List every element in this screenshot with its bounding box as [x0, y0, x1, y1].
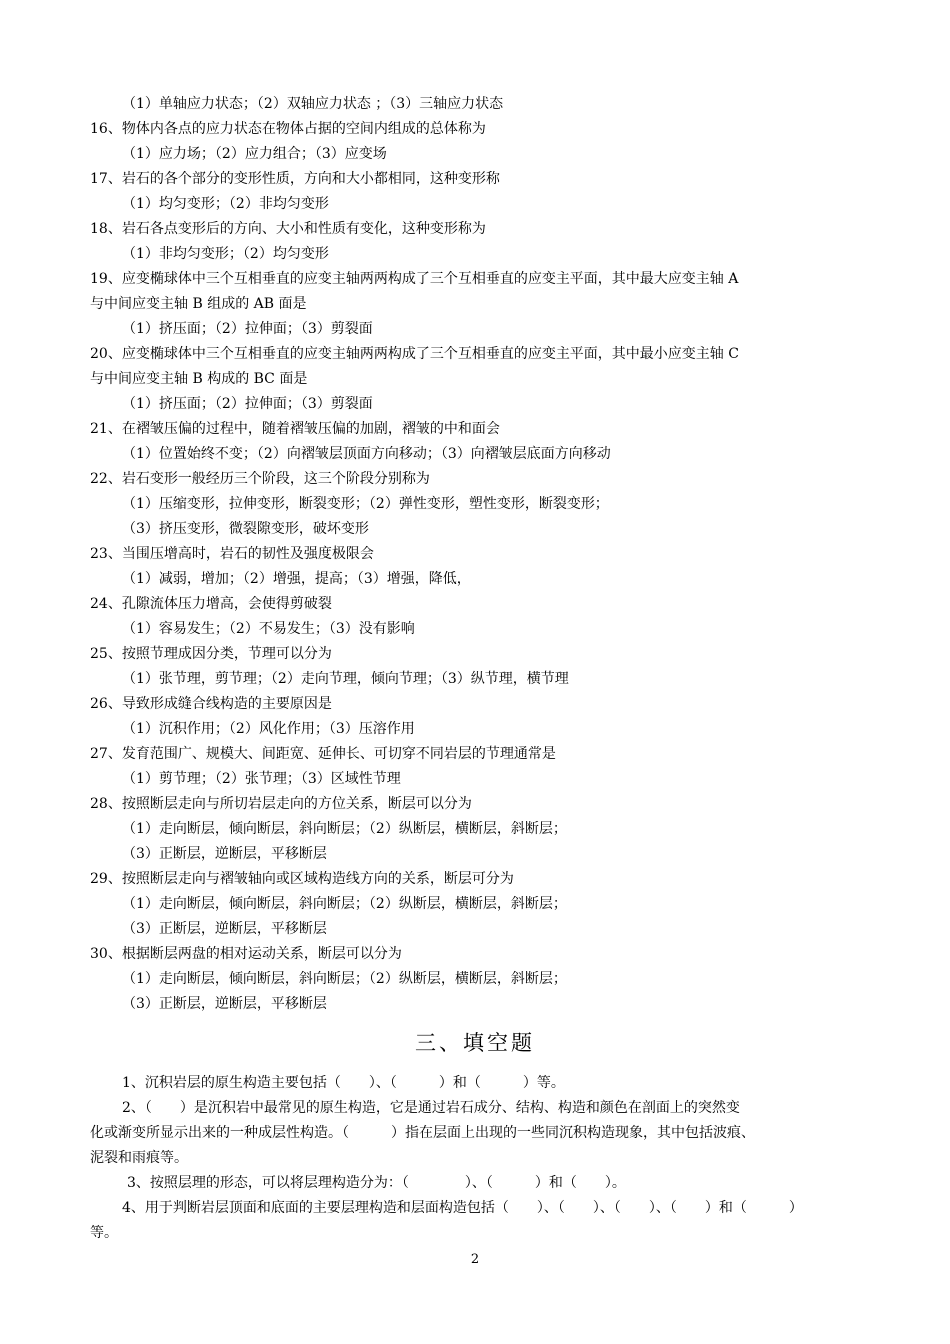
fill-question-1: 1、沉积岩层的原生构造主要包括（ ）、（ ）和（ ）等。 — [122, 1075, 565, 1091]
question-16: 16、物体内各点的应力状态在物体占据的空间内组成的总体称为 — [90, 121, 486, 137]
option-line: （1）张节理，剪节理；（2）走向节理，倾向节理；（3）纵节理，横节理 — [122, 671, 569, 687]
question-25: 25、按照节理成因分类，节理可以分为 — [90, 646, 332, 662]
section-title: 三、填空题 — [415, 1031, 535, 1055]
option-line: （1）减弱，增加；（2）增强，提高；（3）增强，降低， — [122, 571, 471, 587]
option-line: （1）均匀变形；（2）非均匀变形 — [122, 196, 329, 212]
question-28: 28、按照断层走向与所切岩层走向的方位关系，断层可以分为 — [90, 796, 472, 812]
page-number: 2 — [470, 1252, 480, 1267]
fill-question-3: 3、按照层理的形态，可以将层理构造分为：（ ）、（ ）和（ ）。 — [127, 1175, 626, 1191]
option-line: （1）单轴应力状态；（2）双轴应力状态 ；（3）三轴应力状态 — [122, 96, 504, 112]
option-line: （1）沉积作用；（2）风化作用；（3）压溶作用 — [122, 721, 415, 737]
question-26: 26、导致形成缝合线构造的主要原因是 — [90, 696, 332, 712]
option-line: （1）剪节理；（2）张节理；（3）区域性节理 — [122, 771, 401, 787]
fill-question-2: 2、（ ）是沉积岩中最常见的原生构造，它是通过岩石成分、结构、构造和颜色在剖面上的突然变 — [122, 1100, 740, 1116]
option-line: （1）容易发生；（2）不易发生；（3）没有影响 — [122, 621, 415, 637]
question-19-continued: 与中间应变主轴 B 组成的 AB 面是 — [90, 296, 307, 312]
question-20: 20、应变椭球体中三个互相垂直的应变主轴两两构成了三个互相垂直的应变主平面，其中最小应变主轴 C — [90, 346, 739, 362]
question-19: 19、应变椭球体中三个互相垂直的应变主轴两两构成了三个互相垂直的应变主平面，其中最大应变主轴 A — [90, 271, 739, 287]
question-27: 27、发育范围广、规模大、间距宽、延伸长、可切穿不同岩层的节理通常是 — [90, 746, 556, 762]
question-17: 17、岩石的各个部分的变形性质，方向和大小都相同，这种变形称 — [90, 171, 500, 187]
fill-question-4: 4、用于判断岩层顶面和底面的主要层理构造和层面构造包括（ ）、（ ）、（ ）、（ ）和（ ） — [122, 1200, 803, 1216]
question-24: 24、孔隙流体压力增高，会使得剪破裂 — [90, 596, 332, 612]
option-line: （1）非均匀变形；（2）均匀变形 — [122, 246, 329, 262]
option-line: （3）正断层，逆断层，平移断层 — [122, 846, 327, 862]
question-29: 29、按照断层走向与褶皱轴向或区域构造线方向的关系，断层可分为 — [90, 871, 514, 887]
option-line: （1）挤压面；（2）拉伸面；（3）剪裂面 — [122, 321, 373, 337]
fill-question-4-continued: 等。 — [90, 1225, 118, 1241]
question-30: 30、根据断层两盘的相对运动关系，断层可以分为 — [90, 946, 402, 962]
option-line: （1）挤压面；（2）拉伸面；（3）剪裂面 — [122, 396, 373, 412]
option-line: （1）走向断层，倾向断层，斜向断层；（2）纵断层，横断层，斜断层； — [122, 896, 567, 912]
question-21: 21、在褶皱压偏的过程中，随着褶皱压偏的加剧，褶皱的中和面会 — [90, 421, 500, 437]
option-line: （3）正断层，逆断层，平移断层 — [122, 921, 327, 937]
question-20-continued: 与中间应变主轴 B 构成的 BC 面是 — [90, 371, 308, 387]
option-line: （1）走向断层，倾向断层，斜向断层；（2）纵断层，横断层，斜断层； — [122, 821, 567, 837]
option-line: （3）正断层，逆断层，平移断层 — [122, 996, 327, 1012]
option-line: （1）走向断层，倾向断层，斜向断层；（2）纵断层，横断层，斜断层； — [122, 971, 567, 987]
question-18: 18、岩石各点变形后的方向、大小和性质有变化，这种变形称为 — [90, 221, 486, 237]
page-content — [90, 92, 860, 1246]
option-line: （1）应力场；（2）应力组合；（3）应变场 — [122, 146, 387, 162]
option-line: （3）挤压变形，微裂隙变形，破坏变形 — [122, 521, 369, 537]
fill-question-2-continued: 泥裂和雨痕等。 — [90, 1150, 188, 1166]
question-22: 22、岩石变形一般经历三个阶段，这三个阶段分别称为 — [90, 471, 430, 487]
fill-question-2-continued: 化或渐变所显示出来的一种成层性构造。（ ）指在层面上出现的一些同沉积构造现象，其中包括波痕、 — [90, 1125, 755, 1141]
option-line: （1）位置始终不变；（2）向褶皱层顶面方向移动；（3）向褶皱层底面方向移动 — [122, 446, 611, 462]
option-line: （1）压缩变形，拉伸变形，断裂变形；（2）弹性变形，塑性变形，断裂变形； — [122, 496, 609, 512]
question-23: 23、当围压增高时，岩石的韧性及强度极限会 — [90, 546, 374, 562]
